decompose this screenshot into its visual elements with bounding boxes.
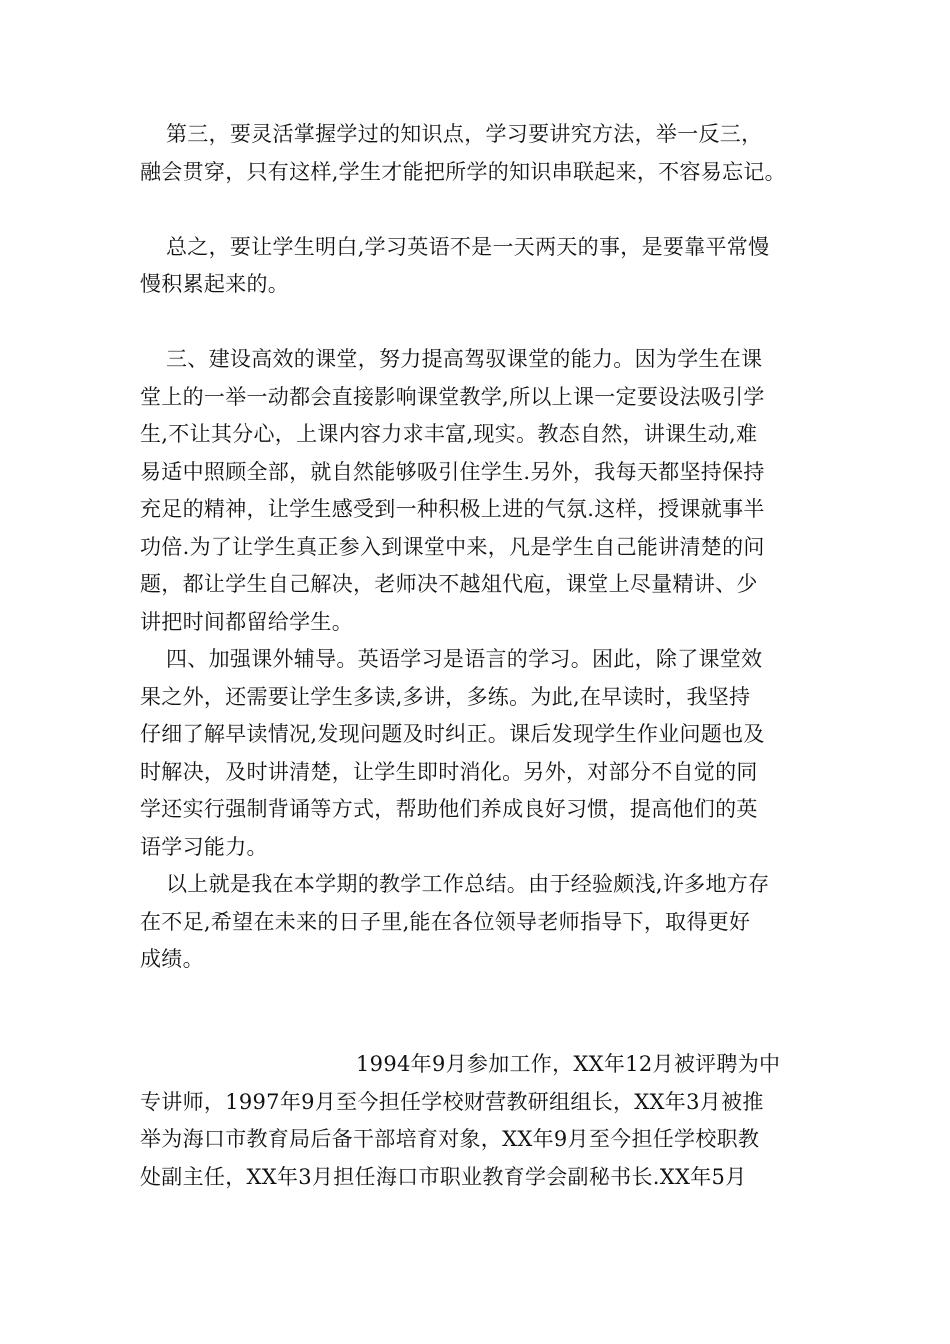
paragraph-4-line-4: 时解决，及时讲清楚，让学生即时消化。另外，对部分不自觉的同 [140,760,758,784]
paragraph-3-line-7: 题，都让学生自己解决，老师决不越俎代庖，课堂上尽量精讲、少 [140,572,758,596]
paragraph-4-line-3: 仔细了解早读情况,发现问题及时纠正。课后发现学生作业问题也及 [140,722,765,746]
paragraph-6-line-1: 1994年9月参加工作，XX年12月被评聘为中 [356,1052,781,1076]
paragraph-4-line-2: 果之外，还需要让学生多读,多讲，多练。为此,在早读时，我坚持 [140,685,751,709]
paragraph-3-line-4: 易适中照顾全部，就自然能够吸引住学生.另外，我每天都坚持保持 [140,460,765,484]
paragraph-6-line-4: 处副主任，XX年3月担任海口市职业教育学会副秘书长.XX年5月 [140,1165,747,1189]
paragraph-5-line-2: 在不足,希望在未来的日子里,能在各位领导老师指导下，取得更好 [140,910,751,934]
paragraph-6-line-3: 举为海口市教育局后备干部培育对象，XX年9月至今担任学校职教 [140,1127,760,1151]
paragraph-3-line-6: 功倍.为了让学生真正参入到课堂中来，凡是学生自己能讲清楚的问 [140,535,765,559]
paragraph-3-line-2: 堂上的一举一动都会直接影响课堂教学,所以上课一定要设法吸引学 [140,385,765,409]
paragraph-1-line-1: 第三，要灵活掌握学过的知识点，学习要讲究方法，举一反三， [166,122,763,146]
paragraph-3-line-8: 讲把时间都留给学生。 [140,610,353,634]
paragraph-6-line-2: 专讲师，1997年9月至今担任学校财营教研组组长，XX年3月被推 [140,1090,764,1114]
paragraph-4-line-5: 学还实行强制背诵等方式，帮助他们养成良好习惯，提高他们的英 [140,797,758,821]
paragraph-5-line-3: 成绩。 [140,947,204,971]
paragraph-4-line-6: 语学习能力。 [140,835,268,859]
paragraph-2-line-1: 总之，要让学生明白,学习英语不是一天两天的事，是要靠平常慢 [166,235,770,259]
paragraph-2-line-2: 慢积累起来的。 [140,272,290,296]
paragraph-3-line-5: 充足的精神，让学生感受到一种积极上进的气氛.这样，授课就事半 [140,497,765,521]
paragraph-4-line-1: 四、加强课外辅导。英语学习是语言的学习。困此，除了课堂效 [166,647,763,671]
paragraph-3-line-1: 三、建设高效的课堂，努力提高驾驭课堂的能力。因为学生在课 [166,347,763,371]
paragraph-3-line-3: 生,不让其分心，上课内容力求丰富,现实。教态自然，讲课生动,难 [140,422,758,446]
paragraph-5-line-1: 以上就是我在本学期的教学工作总结。由于经验颇浅,许多地方存 [166,872,770,896]
paragraph-1-line-2: 融会贯穿，只有这样,学生才能把所学的知识串联起来，不容易忘记。 [140,160,786,184]
